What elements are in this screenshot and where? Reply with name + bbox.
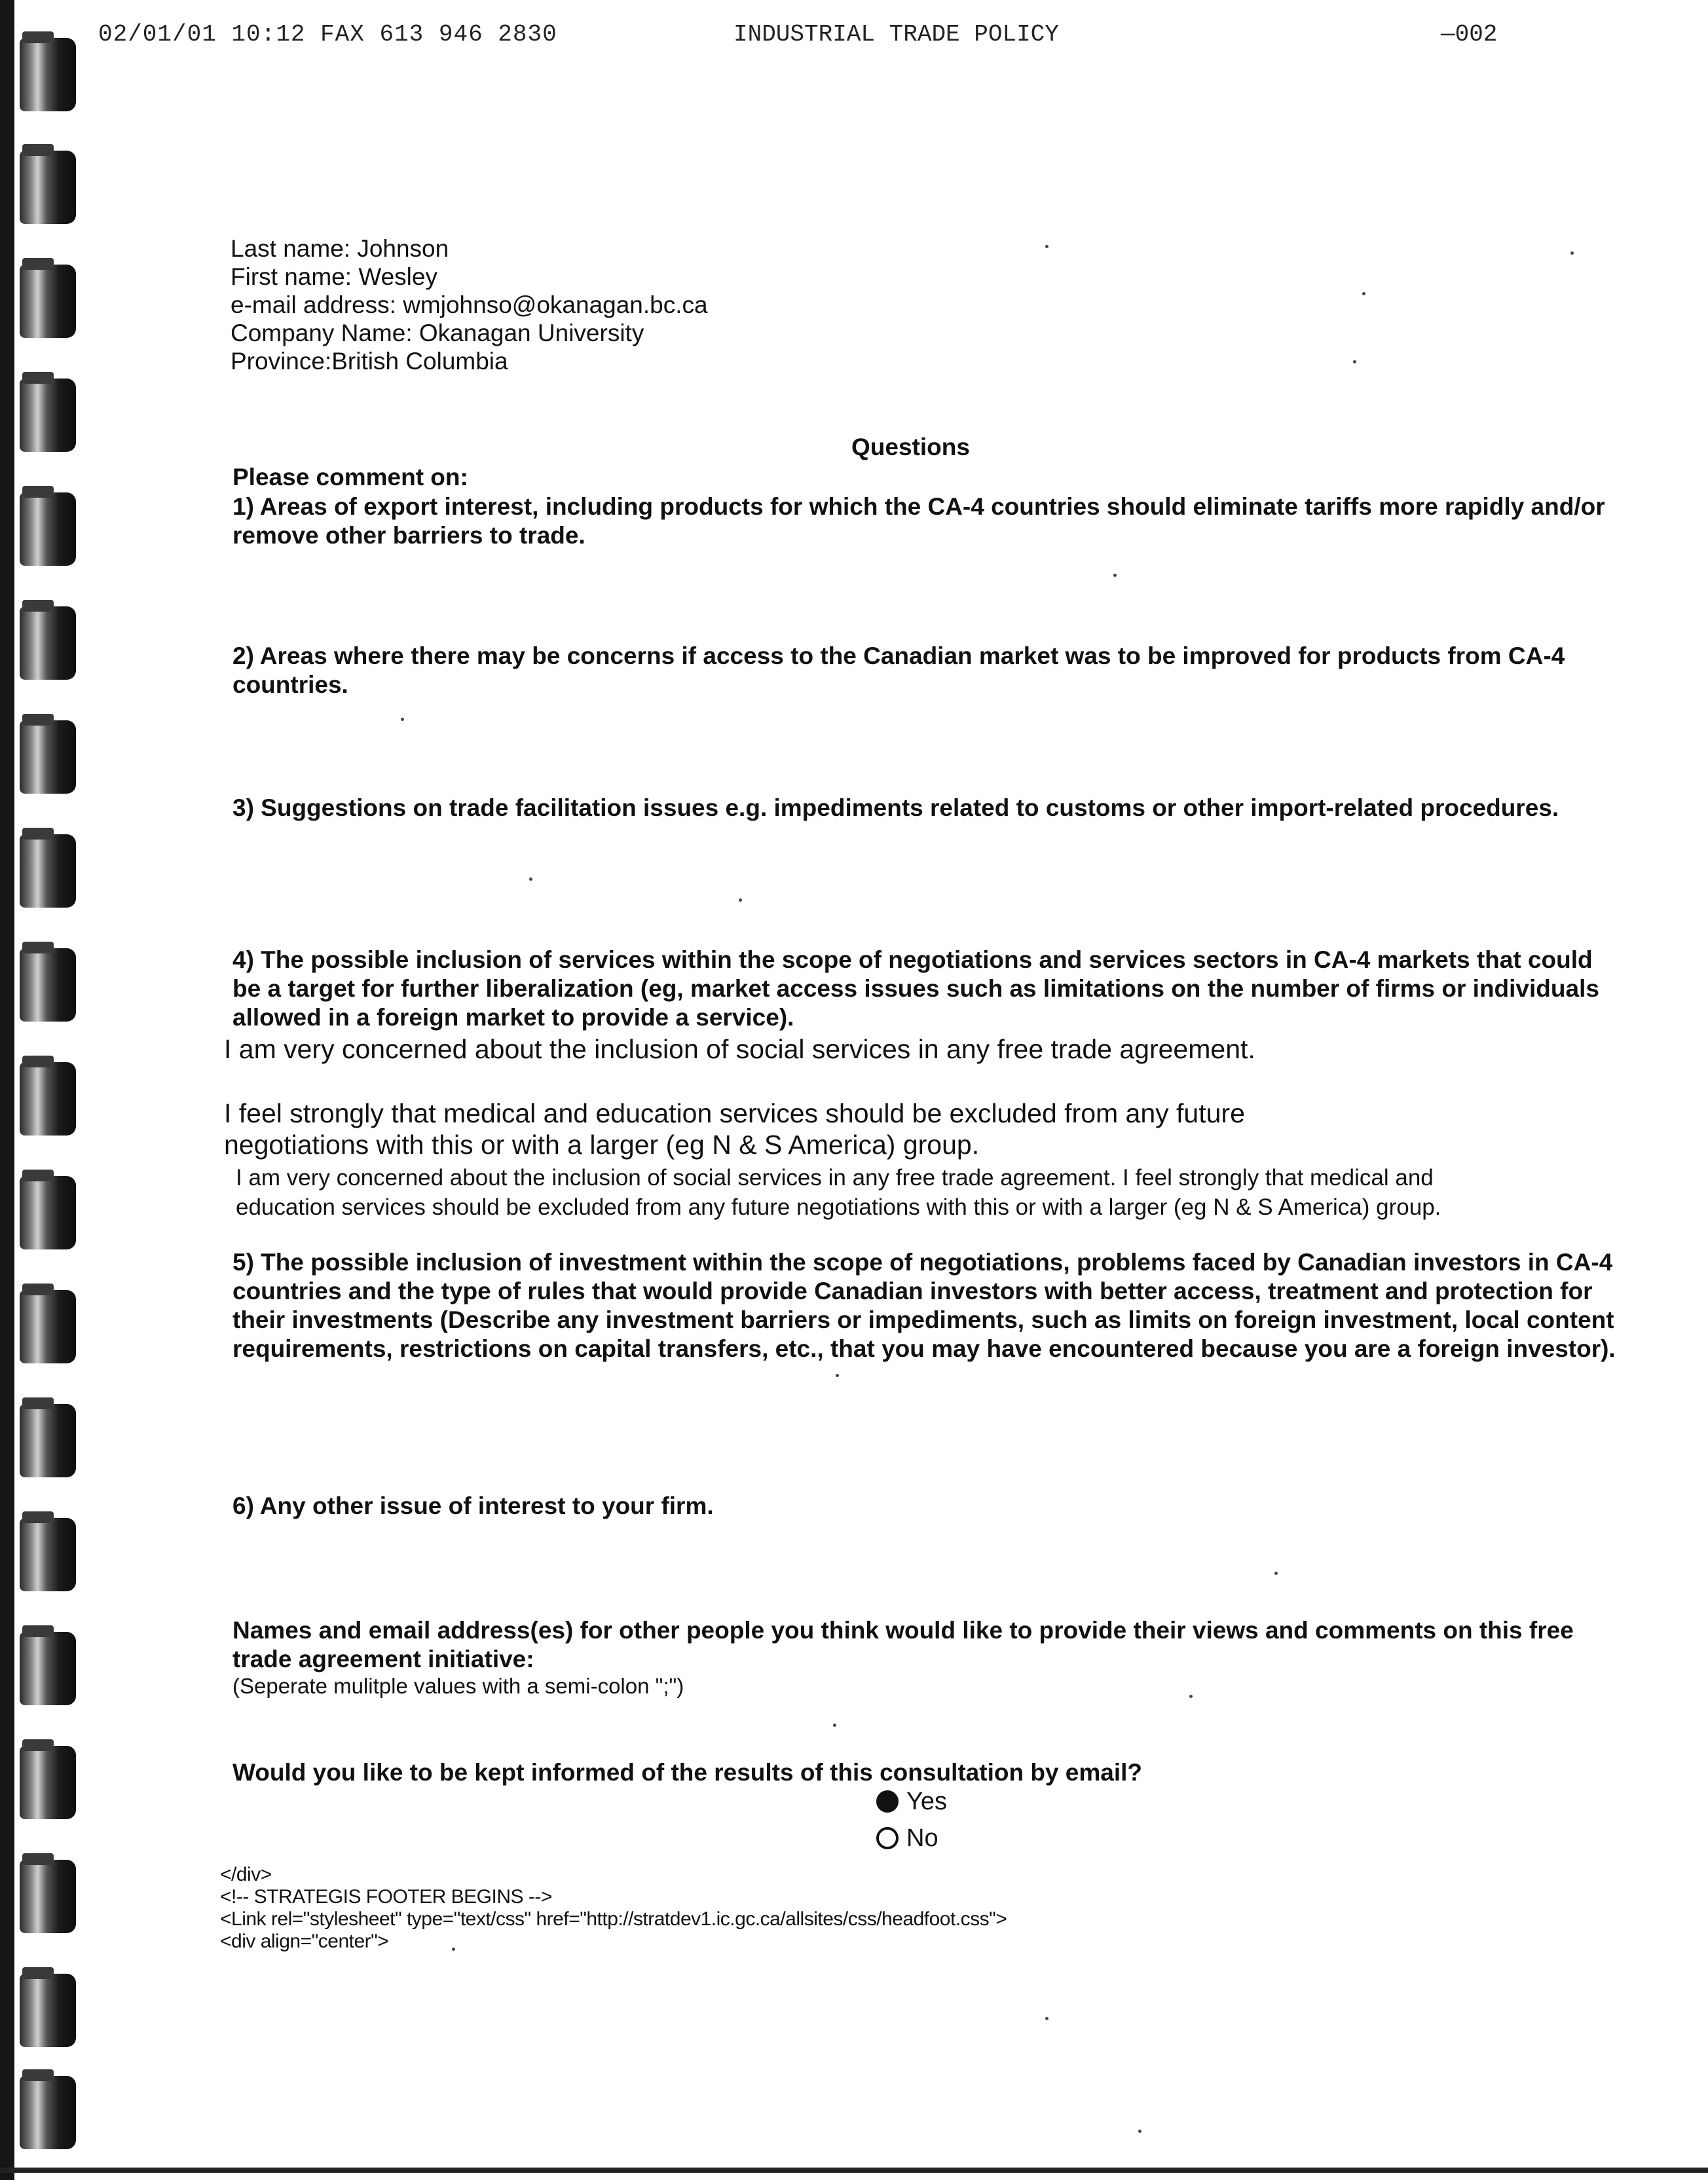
scan-speck — [833, 1724, 836, 1727]
questions-heading: Questions — [851, 434, 970, 460]
binding-ring — [20, 492, 76, 566]
scan-speck — [1113, 574, 1117, 577]
binding-ring — [20, 1518, 76, 1591]
binding-ring — [20, 606, 76, 680]
binding-ring — [20, 1746, 76, 1819]
binding-ring — [20, 948, 76, 1022]
scan-speck — [1189, 1695, 1193, 1698]
radio-yes-label: Yes — [906, 1788, 947, 1815]
binding-ring — [20, 834, 76, 908]
code-line-2: <!-- STRATEGIS FOOTER BEGINS --> — [220, 1886, 552, 1908]
scan-speck — [401, 718, 404, 721]
question-2: 2) Areas where there may be concerns if access to the Canadian market was to be improved for products from CA-4 countries. — [232, 642, 1565, 698]
binding-edge — [0, 0, 14, 2180]
scan-speck — [529, 878, 532, 881]
binding-ring — [20, 379, 76, 452]
binding-ring — [20, 1290, 76, 1363]
binding-ring — [20, 151, 76, 224]
answer-4-line-3: negotiations with this or with a larger (eg N & S America) group. — [224, 1130, 980, 1160]
names-prompt: Names and email address(es) for other people you think would like to provide their views and comments on this free trade agreement initiative: — [232, 1617, 1574, 1672]
scan-speck — [836, 1374, 839, 1377]
fax-header-right: —002 — [1441, 21, 1498, 48]
code-line-4: <div align="center"> — [220, 1931, 389, 1952]
email-line: e-mail address: wmjohnso@okanagan.bc.ca — [231, 291, 708, 318]
binding-ring — [20, 1176, 76, 1249]
radio-no-circle[interactable] — [876, 1827, 899, 1849]
scan-speck — [1570, 251, 1574, 255]
binding-ring — [20, 265, 76, 338]
province-line: Province:British Columbia — [231, 348, 508, 375]
scan-speck — [1274, 1572, 1278, 1575]
intro-text: Please comment on: — [232, 464, 468, 490]
binding-ring — [20, 1062, 76, 1136]
binding-ring — [20, 1404, 76, 1477]
answer-4-small-line-1: I am very concerned about the inclusion of social services in any free trade agreement. I feel strongly that medical and — [236, 1165, 1434, 1191]
scan-speck — [1353, 360, 1356, 363]
scan-speck — [1045, 245, 1049, 248]
answer-4-line-2: I feel strongly that medical and education services should be excluded from any future — [224, 1098, 1245, 1128]
names-hint: (Seperate mulitple values with a semi-colon ";") — [232, 1674, 684, 1698]
fax-header-center: INDUSTRIAL TRADE POLICY — [733, 21, 1059, 48]
binding-ring — [20, 720, 76, 794]
email-question: Would you like to be kept informed of the results of this consultation by email? — [232, 1759, 1142, 1786]
binding-ring — [20, 38, 76, 111]
scan-speck — [1362, 292, 1365, 295]
question-1: 1) Areas of export interest, including products for which the CA-4 countries should eliminate tariffs more rapidly and/or remove other barriers to trade. — [232, 493, 1605, 549]
code-line-1: </div> — [220, 1864, 272, 1885]
binding-ring — [20, 1974, 76, 2047]
scan-speck — [739, 898, 742, 902]
binding-ring — [20, 1860, 76, 1933]
scan-speck — [1138, 2130, 1142, 2133]
code-line-3: <Link rel="stylesheet" type="text/css" href="http://stratdev1.ic.gc.ca/allsites/css/headfoot.css"> — [220, 1908, 1007, 1930]
company-line: Company Name: Okanagan University — [231, 320, 644, 346]
fax-header-left: 02/01/01 10:12 FAX 613 946 2830 — [98, 21, 557, 48]
binding-ring — [20, 1632, 76, 1705]
scan-speck — [452, 1948, 455, 1951]
binding-ring — [20, 2076, 76, 2149]
scan-speck — [1045, 2017, 1049, 2020]
last-name-line: Last name: Johnson — [231, 235, 449, 262]
answer-4-small-line-2: education services should be excluded from any future negotiations with this or with a larger (eg N & S America) group. — [236, 1194, 1441, 1220]
question-4: 4) The possible inclusion of services within the scope of negotiations and services sectors in CA-4 markets that could be a target for further liberalization (eg, market access issues such as limitations on the number of firms or individuals allowed in a foreign market to provide a service). — [232, 946, 1599, 1031]
bottom-scan-edge — [0, 2168, 1708, 2173]
radio-yes-circle[interactable] — [876, 1790, 899, 1813]
question-5: 5) The possible inclusion of investment within the scope of negotiations, problems faced by Canadian investors in CA-4 countries and the type of rules that would provide Canadian investors with better access, treatment and protection for their investments (Describe any investment barriers or impediments, such as limits on foreign investment, local content requirements, restrictions on capital transfers, etc., that you may have encountered because you are a foreign investor). — [232, 1249, 1616, 1362]
question-3: 3) Suggestions on trade facilitation issues e.g. impediments related to customs or other import-related procedures. — [232, 794, 1559, 821]
question-6: 6) Any other issue of interest to your firm. — [232, 1492, 714, 1519]
first-name-line: First name: Wesley — [231, 263, 437, 290]
spiral-binding — [0, 0, 92, 2180]
radio-no-label: No — [906, 1824, 938, 1852]
answer-4-line-1: I am very concerned about the inclusion of social services in any free trade agreement. — [224, 1034, 1255, 1064]
